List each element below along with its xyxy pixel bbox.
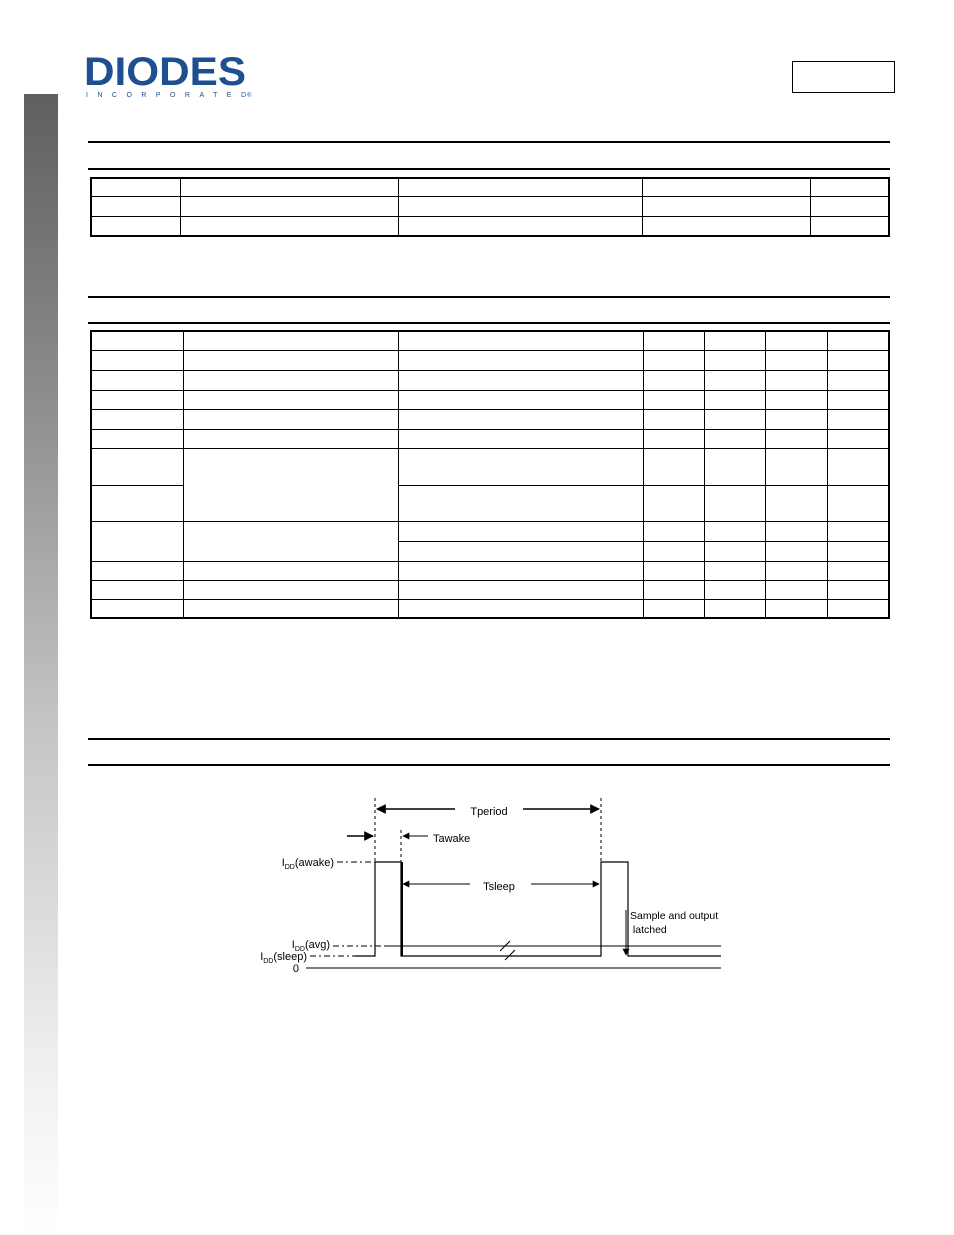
spec-table-2 — [90, 330, 890, 619]
table-row — [91, 561, 889, 580]
idd-sleep-label: $I_{DD}(sleep)$ — [260, 951, 307, 965]
sample-label-line1: Sample and output — [630, 910, 719, 922]
part-number-box — [792, 61, 895, 93]
section-1-top-rule — [88, 141, 890, 143]
table-row — [91, 580, 889, 599]
table-row — [91, 350, 889, 370]
tawake-label: Tawake — [433, 833, 471, 845]
timing-diagram — [250, 790, 740, 990]
table-row — [91, 216, 889, 236]
section-2-bottom-rule — [88, 322, 890, 324]
sample-label-line2: latched — [630, 924, 667, 936]
section-2-top-rule — [88, 296, 890, 298]
tperiod-label: Tperiod — [470, 806, 508, 818]
idd-awake-label: $I_{DD}(awake)$ — [281, 857, 334, 871]
table-row — [91, 370, 889, 390]
table-row — [91, 599, 889, 618]
break-mark-2 — [505, 950, 515, 960]
section-3-top-rule — [88, 738, 890, 740]
table-row — [91, 429, 889, 448]
table-1-header-row — [91, 178, 889, 196]
idd-avg-label: $I_{DD}(avg)$ — [291, 939, 330, 953]
section-1-bottom-rule — [88, 168, 890, 170]
logo-registered-mark: ® — [247, 93, 252, 98]
spec-table-1 — [90, 177, 890, 237]
diodes-logo — [84, 52, 256, 98]
tsleep-label: Tsleep — [483, 881, 515, 893]
current-waveform — [355, 862, 721, 956]
side-gradient-bar — [24, 94, 58, 1235]
table-row — [91, 521, 889, 541]
table-row — [91, 448, 889, 485]
table-row — [91, 390, 889, 409]
table-row — [91, 196, 889, 216]
logo-wordmark: DIODES — [84, 52, 246, 94]
zero-label: 0 — [292, 963, 299, 975]
table-2-header-row — [91, 331, 889, 350]
table-row — [91, 409, 889, 429]
logo-tagline: INCORPORATED — [86, 92, 247, 98]
section-3-bottom-rule — [88, 764, 890, 766]
